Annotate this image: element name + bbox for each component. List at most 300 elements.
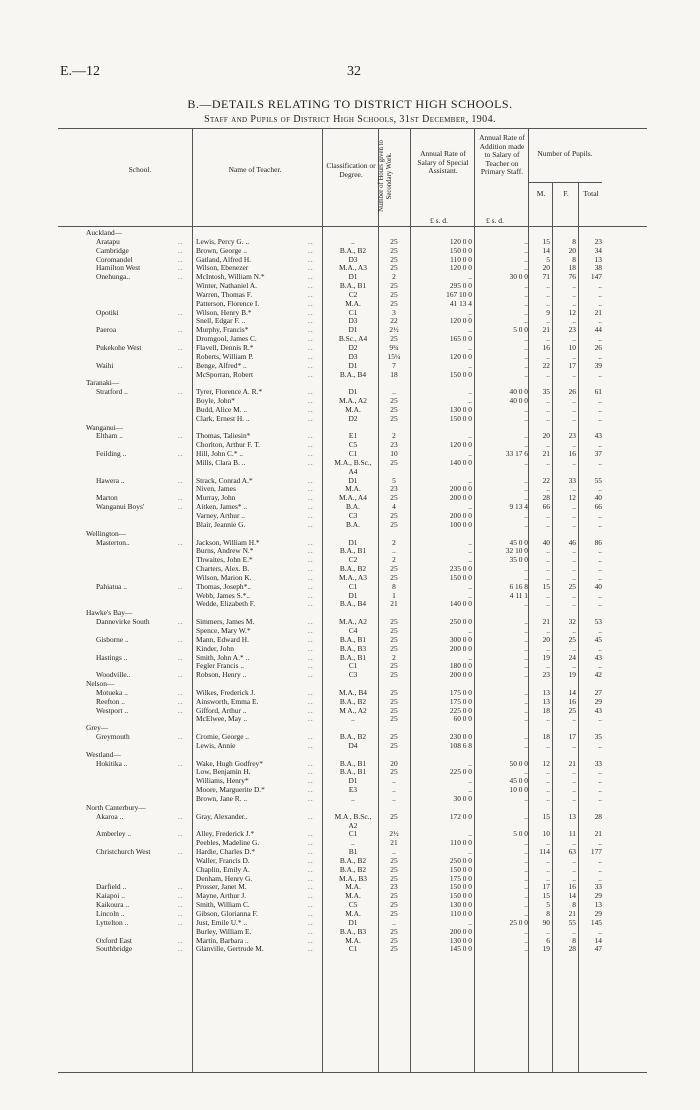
addition-cell: .. [524,413,528,423]
female-cell: .. [572,838,576,848]
male-cell: 28 [542,493,550,503]
teacher-cell: Winter, Nathaniel A. [196,281,257,291]
school-cell: Aratapu [96,236,120,246]
hours-cell: .. [392,776,396,786]
total-cell: .. [598,625,602,635]
teacher-cell: Kinder, John [196,643,234,653]
salary-cell: 200 0 0 [449,926,472,936]
addition-cell: 10 0 0 [509,785,528,795]
addition-cell: .. [524,404,528,414]
salary-cell: 100 0 0 [449,519,472,529]
addition-cell: .. [524,316,528,326]
addition-cell: 5 0 0 [513,325,528,335]
total-cell: .. [598,457,602,467]
teacher-cell: Alley, Frederick J.* [196,829,255,839]
addition-cell: .. [524,431,528,441]
teacher-cell: McElwee, May .. [196,714,248,724]
leader-dots: .. [178,944,184,954]
salary-cell: .. [468,758,472,768]
salary-cell: 300 0 0 [449,634,472,644]
female-cell: 14 [568,687,576,697]
teacher-cell: Glanville, Gertrude M. [196,944,264,954]
salary-cell: 295 0 0 [449,281,472,291]
leader-dots: .. [178,829,184,839]
total-cell: .. [598,714,602,724]
addition-cell: .. [524,696,528,706]
salary-cell: 130 0 0 [449,935,472,945]
total-cell: 27 [594,687,602,697]
total-cell: .. [598,599,602,609]
female-cell: 16 [568,449,576,459]
leader-dots: .. [178,617,184,627]
hours-cell: 25 [390,873,398,883]
classification-cell: C3 [348,670,358,680]
school-cell: Darfield .. [96,882,127,892]
col-header-pupils: Number of Pupils. [537,149,593,158]
leader-dots: .. [308,661,314,671]
leader-dots: .. [178,307,184,317]
male-cell: 21 [542,449,550,459]
school-cell: Eltham .. [96,431,123,441]
leader-dots: .. [308,369,314,379]
female-cell: 10 [568,342,576,352]
female-cell: .. [572,334,576,344]
total-cell: 38 [594,263,602,273]
classification-cell: A2 [348,820,358,830]
leader-dots: .. [308,908,314,918]
hours-cell: 25 [390,334,398,344]
teacher-cell: Wake, Hugh Godfrey* [196,758,263,768]
salary-cell: 140 0 0 [449,599,472,609]
addition-cell: .. [524,440,528,450]
male-cell: .. [546,661,550,671]
salary-cell: .. [468,829,472,839]
male-cell: 21 [542,325,550,335]
salary-cell: .. [468,652,472,662]
school-cell: Greymouth [96,732,130,742]
male-cell: 20 [542,263,550,273]
table-row [0,707,700,716]
female-cell: .. [572,926,576,936]
classification-cell: M.A., B3 [339,873,367,883]
classification-cell: D1 [348,776,358,786]
female-cell: .. [572,404,576,414]
hours-cell: 25 [390,254,398,264]
teacher-cell: McSporran, Robert [196,369,254,379]
female-cell: 14 [568,891,576,901]
male-cell: 20 [542,634,550,644]
hours-cell: 10 [390,449,398,459]
salary-cell: 180 0 0 [449,661,472,671]
hours-cell: 25 [390,908,398,918]
teacher-cell: Burns, Andrew N.* [196,546,254,556]
female-cell: .. [572,369,576,379]
teacher-cell: Fegler Francis .. [196,661,245,671]
female-cell: .. [572,289,576,299]
classification-cell: .. [351,794,355,803]
hours-cell: 7 [392,360,396,370]
female-cell: .. [572,572,576,582]
school-cell: Motueka .. [96,687,128,697]
female-cell: 16 [568,882,576,892]
addition-cell: .. [524,625,528,635]
teacher-cell: Gibson, Glorianna F. [196,908,258,918]
female-cell: 19 [568,670,576,680]
male-cell: .. [546,413,550,423]
male-cell: .. [546,785,550,795]
salary-cell: 120 0 0 [449,316,472,326]
total-cell: 33 [594,882,602,892]
salary-cell: 30 0 0 [453,794,472,803]
leader-dots: .. [308,546,314,556]
female-cell: .. [572,555,576,565]
addition-cell: .. [524,811,528,821]
leader-dots: .. [308,634,314,644]
classification-cell: D3 [348,254,358,264]
leader-dots: .. [178,652,184,662]
male-cell: .. [546,316,550,326]
leader-dots: .. [308,298,314,308]
salary-cell: 175 0 0 [449,873,472,883]
total-cell: 14 [594,935,602,945]
female-cell: 8 [572,935,576,945]
male-cell: 90 [542,917,550,927]
teacher-cell: Webb, James S.*.. [196,590,251,600]
leader-dots: .. [308,342,314,352]
salary-cell: 230 0 0 [449,732,472,742]
salary-cell: .. [468,342,472,352]
leader-dots: .. [178,882,184,892]
addition-cell: 50 0 0 [509,758,528,768]
classification-cell: B.A., B2 [339,864,367,874]
teacher-cell: Chorlton, Arthur F. T. [196,440,261,450]
female-cell: .. [572,564,576,574]
leader-dots: .. [308,670,314,680]
male-cell: 5 [546,900,550,910]
male-cell: 23 [542,670,550,680]
salary-cell: 145 0 0 [449,944,472,954]
col-header-hours [378,138,410,214]
teacher-cell: Blair, Jeannie G. [196,519,246,529]
table-subtitle: Staff and Pupils of District High Schools, 31st December, 1904. [204,114,496,125]
salary-cell: .. [468,917,472,927]
female-cell: 76 [568,272,576,282]
hours-cell: 2 [392,652,396,662]
addition-cell: .. [524,794,528,803]
leader-dots: .. [308,944,314,954]
school-cell: Oxford East [96,935,132,945]
total-cell: .. [598,351,602,361]
leader-dots: .. [308,776,314,786]
total-cell: .. [598,440,602,450]
male-cell: 14 [542,245,550,255]
teacher-cell: Hardie, Charles D.* [196,847,256,857]
total-cell: 29 [594,891,602,901]
female-cell: .. [572,873,576,883]
female-cell: .. [572,457,576,467]
teacher-cell: Benge, Alfred* .. [196,360,247,370]
classification-cell: M A., A2 [339,705,367,715]
classification-cell: B.A., B1 [339,767,367,777]
school-cell: Akaroa .. [96,811,124,821]
total-cell: .. [598,926,602,936]
male-cell: 21 [542,617,550,627]
male-cell: .. [546,519,550,529]
classification-cell: C5 [348,440,358,450]
teacher-cell: Burley, William E. [196,926,252,936]
school-cell: Kaikoura .. [96,900,130,910]
classification-cell: D4 [348,740,358,750]
leader-dots: .. [308,785,314,795]
district-name: Wellington— [86,528,127,538]
classification-cell: M.A. [345,908,361,918]
total-cell: .. [598,289,602,299]
hours-cell: 8 [392,581,396,591]
addition-cell: .. [524,360,528,370]
classification-cell: C1 [348,661,358,671]
salary-cell: 130 0 0 [449,404,472,414]
total-cell: .. [598,794,602,803]
classification-cell: .. [351,838,355,848]
salary-cell: 200 0 0 [449,511,472,520]
teacher-cell: Thomas, Joseph*.. [196,581,252,591]
school-cell: Kaiapoi .. [96,891,125,901]
classification-cell: M.A., A2 [339,617,367,627]
col-header-total: Total [583,189,599,198]
total-cell: 37 [594,449,602,459]
salary-cell: 172 0 0 [449,811,472,821]
salary-cell: 110 0 0 [450,838,472,848]
leader-dots: .. [308,794,314,803]
school-cell: Hamilton West [96,263,141,273]
addition-cell: 35 0 0 [509,555,528,565]
teacher-cell: Cromie, George .. [196,732,250,742]
classification-cell: D1 [348,272,358,282]
total-cell: 40 [594,581,602,591]
male-cell: 13 [542,687,550,697]
leader-dots: .. [308,316,314,326]
addition-cell: .. [524,838,528,848]
female-cell: .. [572,546,576,556]
leader-dots: .. [308,714,314,724]
female-cell: 13 [568,811,576,821]
total-cell: .. [598,864,602,874]
hours-cell: 4 [392,502,396,512]
male-cell: .. [546,404,550,414]
salary-cell: 120 0 0 [449,263,472,273]
female-cell: 23 [568,325,576,335]
male-cell: 19 [542,944,550,954]
female-cell: 33 [568,475,576,485]
school-cell: Amberley .. [96,829,132,839]
classification-cell: A4 [348,466,358,476]
teacher-cell: Thwaites, John E.* [196,555,253,565]
teacher-cell: Wilson, Marion K. [196,572,252,582]
leader-dots: .. [308,643,314,653]
total-cell: 39 [594,360,602,370]
addition-cell: .. [524,617,528,627]
hours-cell: .. [392,794,396,803]
male-cell: .. [546,396,550,406]
female-cell: 28 [568,944,576,954]
salary-cell: 130 0 0 [449,900,472,910]
female-cell: .. [572,714,576,724]
leader-dots: .. [308,254,314,264]
total-cell: .. [598,564,602,574]
classification-cell: M.A. [345,404,361,414]
leader-dots: .. [308,917,314,927]
total-cell: 43 [594,652,602,662]
leader-dots: .. [308,590,314,600]
addition-cell: .. [524,670,528,680]
hours-cell: 25 [390,634,398,644]
total-cell: .. [598,643,602,653]
hours-cell: .. [392,847,396,857]
classification-cell: M.A., A2 [339,396,367,406]
female-cell: 21 [568,758,576,768]
leader-dots: .. [178,475,184,485]
female-cell: .. [572,661,576,671]
leader-dots: .. [308,502,314,512]
teacher-cell: Murphy, Francis* [196,325,249,335]
teacher-cell: Snell, Edgar F. .. [196,316,246,326]
teacher-cell: Just, Emile U.* .. [196,917,248,927]
leader-dots: .. [308,687,314,697]
salary-cell: .. [468,776,472,786]
male-cell: .. [546,625,550,635]
salary-cell: 200 0 0 [449,670,472,680]
classification-cell: B.A., B2 [339,732,367,742]
table-body [0,229,700,954]
school-cell: Paeroa [96,325,117,335]
leader-dots: .. [178,811,184,821]
total-cell: 43 [594,431,602,441]
hours-cell: 25 [390,935,398,945]
female-cell: .. [572,776,576,786]
leader-dots: .. [308,935,314,945]
female-cell: .. [572,440,576,450]
addition-cell: 40 0 0 [509,396,528,406]
addition-cell: .. [524,908,528,918]
total-cell: .. [598,519,602,529]
teacher-cell: Lewis, Annie [196,740,236,750]
classification-cell: B1 [348,847,358,857]
leader-dots: .. [308,564,314,574]
leader-dots: .. [308,581,314,591]
classification-cell: B.A., B1 [339,758,367,768]
teacher-cell: Dromgool, James C. [196,334,257,344]
school-cell: Feilding .. [96,449,127,459]
leader-dots: .. [308,829,314,839]
salary-cell: .. [468,590,472,600]
classification-cell: B.Sc., A4 [338,334,368,344]
hours-cell: 25 [390,572,398,582]
total-cell: 145 [590,917,602,927]
hours-cell: 25 [390,864,398,874]
page-reference: E.—12 [60,64,101,79]
hours-cell: 23 [390,882,398,892]
classification-cell: M.A., B4 [339,687,367,697]
male-cell: .. [546,873,550,883]
classification-cell: C2 [348,289,358,299]
total-cell: 45 [594,634,602,644]
total-cell: 55 [594,475,602,485]
salary-cell: .. [468,360,472,370]
hours-cell: 3 [392,307,396,317]
hours-cell: 21 [390,838,398,848]
male-cell: .. [546,838,550,848]
leader-dots: .. [308,413,314,423]
female-cell: 17 [568,732,576,742]
male-cell: .. [546,351,550,361]
addition-cell: .. [524,599,528,609]
hours-cell: 25 [390,696,398,706]
addition-cell: 32 10 0 [505,546,528,556]
classification-cell: M.A., B.Sc., [334,457,372,467]
leader-dots: .. [178,245,184,255]
hours-cell: 9¾ [389,342,399,352]
male-cell: 18 [542,705,550,715]
leader-dots: .. [178,732,184,742]
male-cell: .. [546,776,550,786]
leader-dots: .. [308,272,314,282]
salary-cell: .. [468,581,472,591]
female-cell: .. [572,396,576,406]
male-cell: .. [546,298,550,308]
teacher-cell: Boyle, John* [196,396,236,406]
total-cell: 29 [594,696,602,706]
leader-dots: .. [178,935,184,945]
total-cell: .. [598,555,602,565]
school-cell: Christchurch West [96,847,151,857]
leader-dots: .. [308,625,314,635]
male-cell: .. [546,369,550,379]
total-cell: .. [598,404,602,414]
salary-cell: .. [468,387,472,397]
male-cell: .. [546,643,550,653]
total-cell: 21 [594,307,602,317]
total-cell: .. [598,740,602,750]
hours-cell: 25 [390,281,398,291]
addition-cell: .. [524,342,528,352]
salary-cell: .. [468,555,472,565]
female-cell: .. [572,413,576,423]
hours-cell: .. [392,387,396,397]
salary-cell: 225 0 0 [449,767,472,777]
col-header-school: School. [128,165,152,174]
classification-cell: .. [351,714,355,724]
teacher-cell: Smith, William C. [196,900,250,910]
teacher-cell: Brown, George .. [196,245,247,255]
school-cell: Southbridge [96,944,133,954]
table-title: B.—DETAILS RELATING TO DISTRICT HIGH SCHOOLS. [187,97,513,111]
male-cell: 12 [542,758,550,768]
addition-cell: 40 0 0 [509,387,528,397]
hours-cell: 2 [392,537,396,547]
male-cell: .. [546,767,550,777]
leader-dots: .. [308,555,314,565]
salary-cell: 150 0 0 [449,864,472,874]
salary-cell: 110 0 0 [450,908,472,918]
district-name: North Canterbury— [86,802,146,812]
male-cell: 6 [546,935,550,945]
salary-cell: 167 10 0 [446,289,472,299]
teacher-cell: Tyrer, Florence A. R.* [196,387,263,397]
female-cell: 17 [568,360,576,370]
salary-cell: .. [468,272,472,282]
classification-cell: D1 [348,917,358,927]
hours-cell: 25 [390,705,398,715]
